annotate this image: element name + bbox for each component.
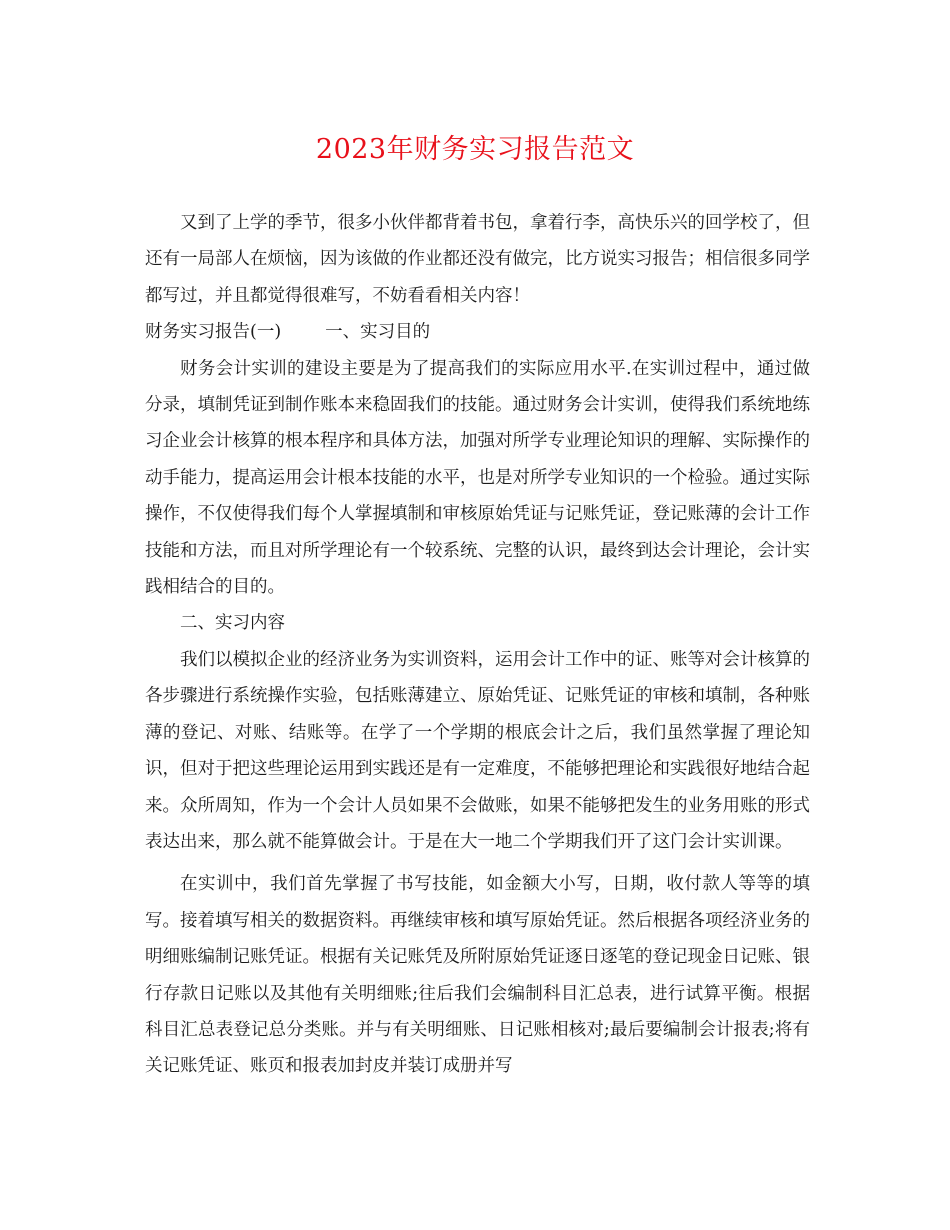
intro-paragraph: 又到了上学的季节，很多小伙伴都背着书包，拿着行李，高快乐兴的回学校了，但还有一局部人在烦恼，因为该做的作业都还没有做完，比方说实习报告；相信很多同学都写过，并且都觉得很难写，不妨看看相关内容！: [145, 213, 810, 306]
document-body: [145, 205, 810, 1085]
document-title: 2023年财务实习报告范文: [315, 134, 635, 165]
section2-heading: 二、实习内容: [180, 613, 285, 634]
report-heading-line: [145, 314, 810, 350]
report-label: 财务实习报告(一): [145, 322, 282, 343]
section2-paragraph-2: 在实训中，我们首先掌握了书写技能，如金额大小写，日期，收付款人等等的填写。接着填写相关的数据资料。再继续审核和填写原始凭证。然后根据各项经济业务的明细账编制记账凭证。根据有关记账凭及所附原始凭证逐日逐笔的登记现金日记账、银行存款日记账以及其他有关明细账;往后我们会编制科目汇总表，进行试算平衡。根据科目汇总表登记总分类账。并与有关明细账、日记账相核对;最后要编制会计报表;将有关记账凭证、账页和报表加封皮并装订成册并写: [145, 874, 810, 1077]
section2-paragraph-1: 我们以模拟企业的经济业务为实训资料，运用会计工作中的证、账等对会计核算的各步骤进行系统操作实验，包括账薄建立、原始凭证、记账凭证的审核和填制，各种账薄的登记、对账、结账等。在学了一个学期的根底会计之后，我们虽然掌握了理论知识，但对于把这些理论运用到实践还是有一定难度，不能够把理论和实践很好地结合起来。众所周知，作为一个会计人员如果不会做账，如果不能够把发生的业务用账的形式表达出来，那么就不能算做会计。于是在大一地二个学期我们开了这门会计实训课。: [145, 649, 810, 852]
section1-heading: 一、实习目的: [325, 322, 431, 343]
section1-paragraph: 财务会计实训的建设主要是为了提高我们的实际应用水平.在实训过程中，通过做分录，填制凭证到制作账本来稳固我们的技能。通过财务会计实训，使得我们系统地练习企业会计核算的根本程序和具体方法，加强对所学专业理论知识的理解、实际操作的动手能力，提高运用会计根本技能的水平，也是对所学专业知识的一个检验。通过实际操作，不仅使得我们每个人掌握填制和审核原始凭证与记账凭证，登记账薄的会计工作技能和方法，而且对所学理论有一个较系统、完整的认识，最终到达会计理论，会计实践相结合的目的。: [145, 358, 810, 598]
